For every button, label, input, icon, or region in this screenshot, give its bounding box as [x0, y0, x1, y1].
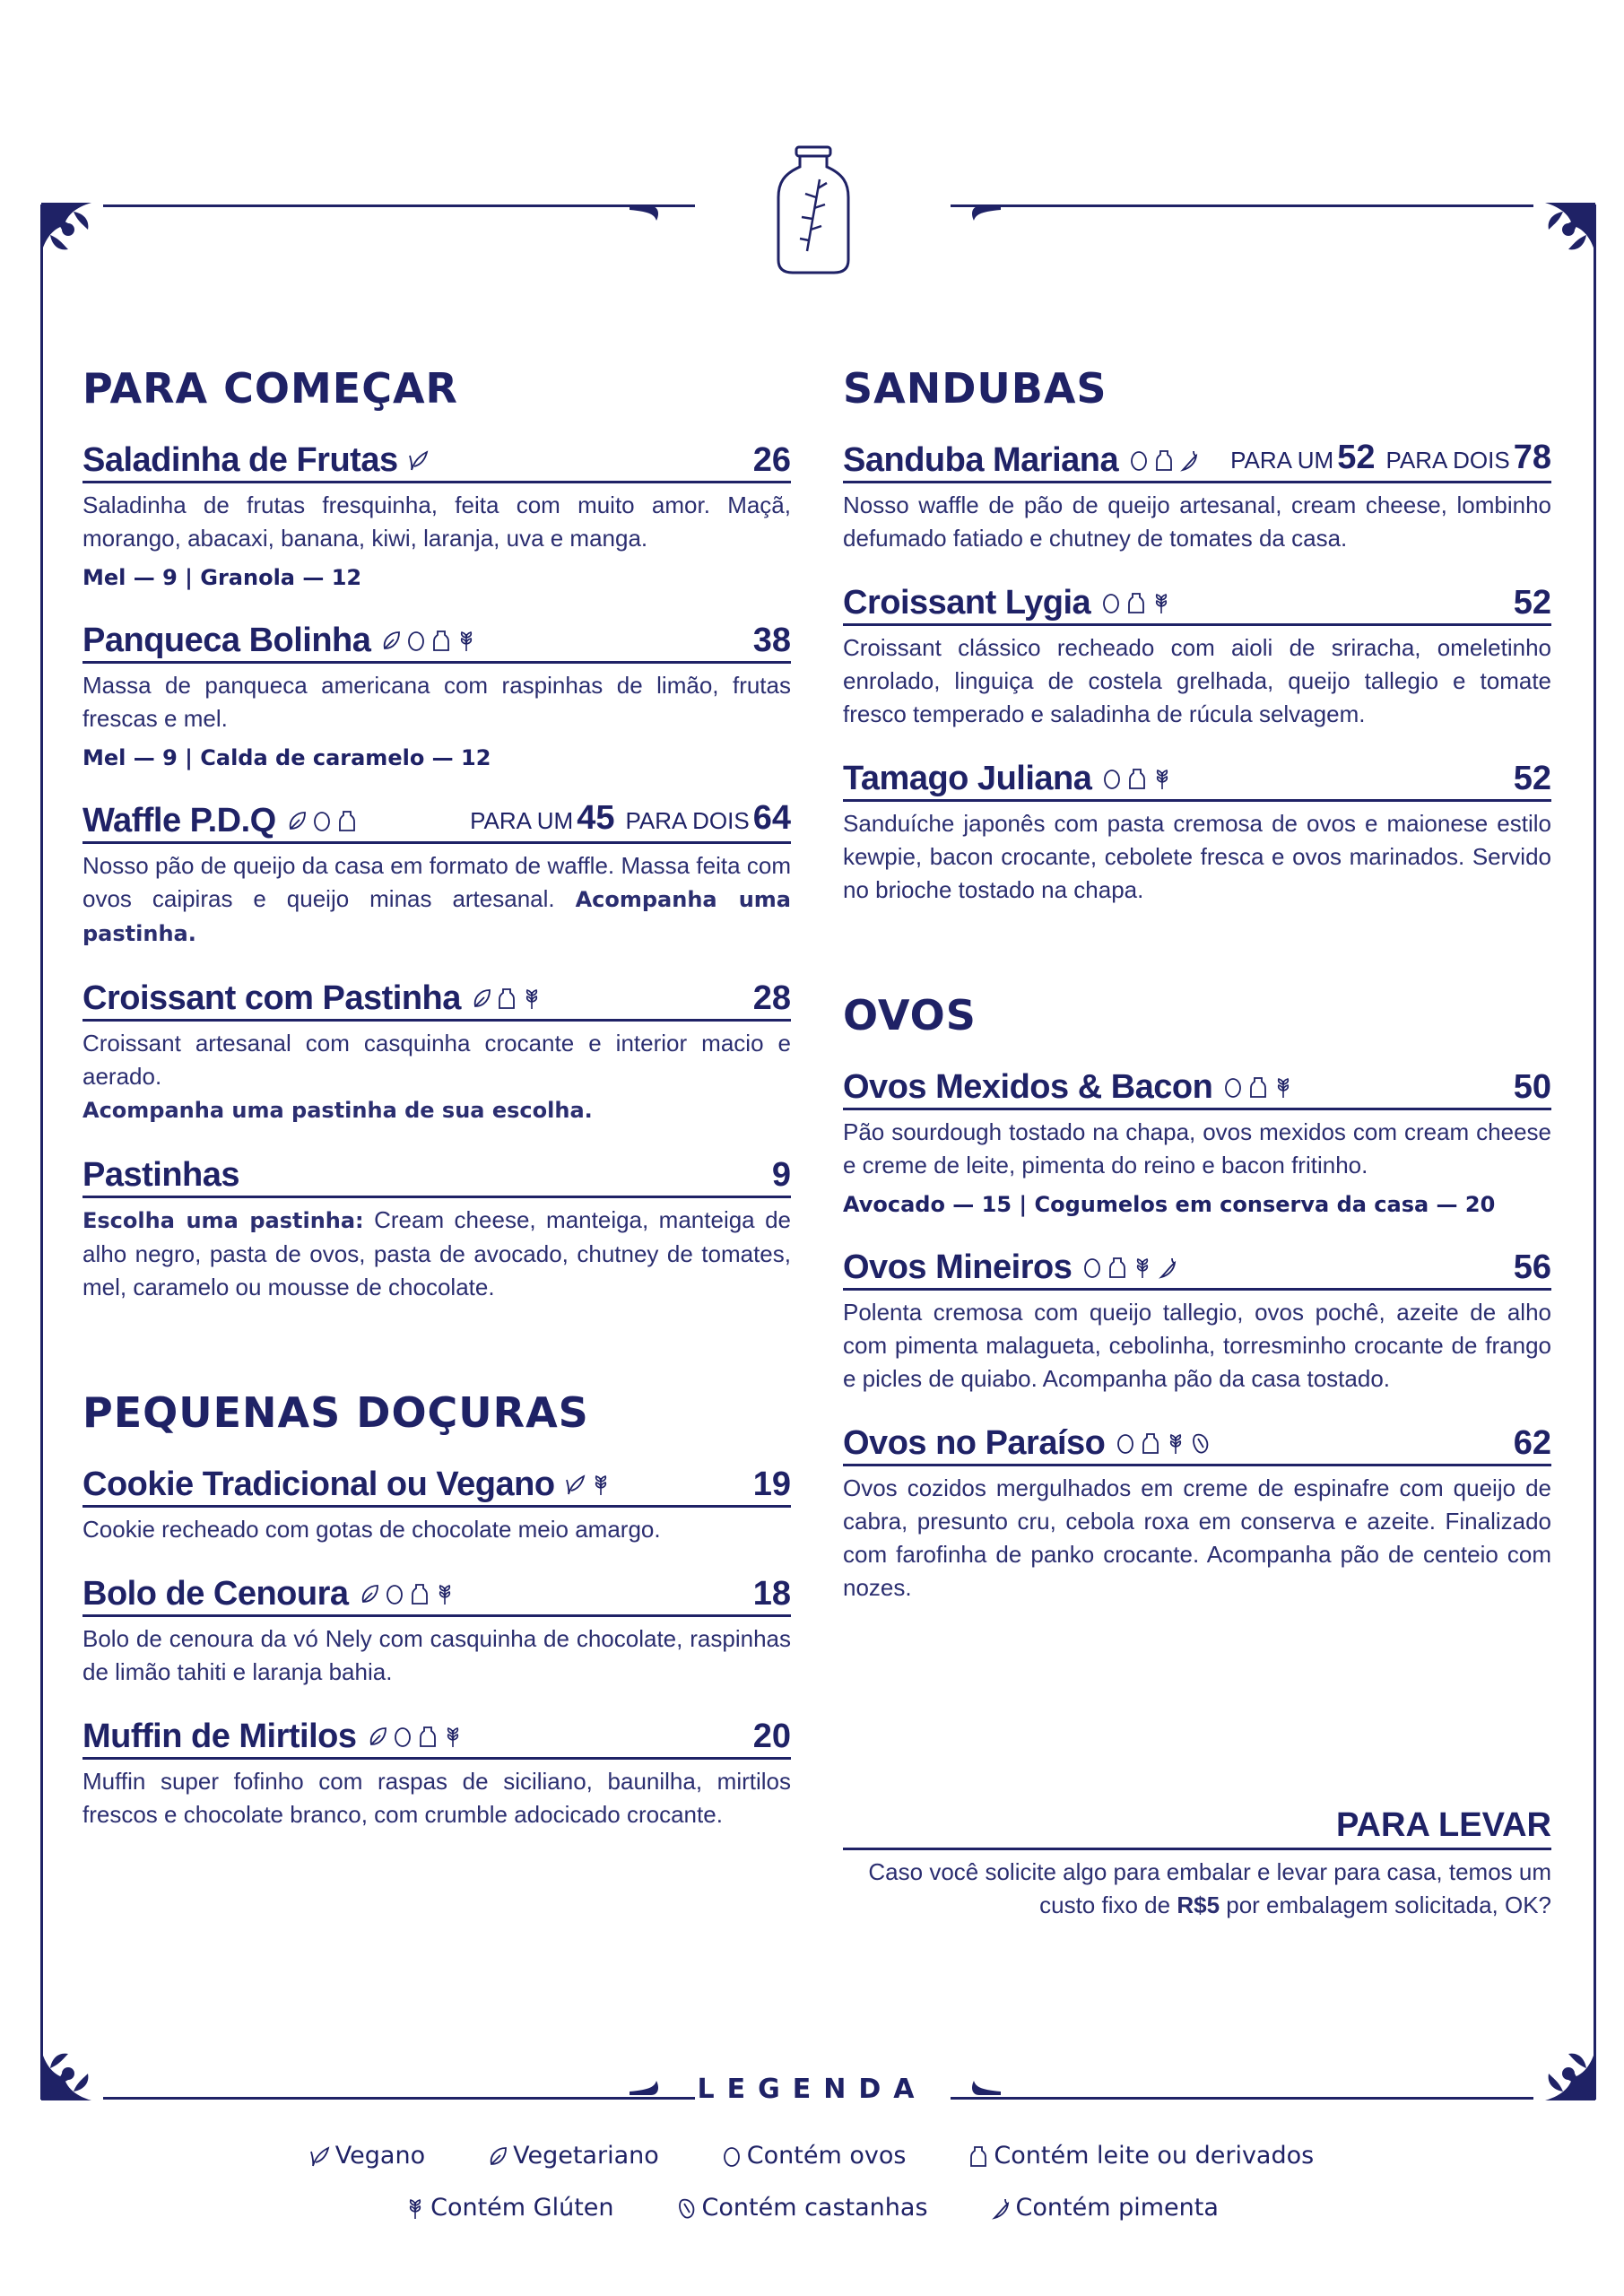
gluten-icon [405, 2196, 425, 2220]
menu-item [843, 1061, 1551, 1220]
menu-item-description: Ovos cozidos mergulhados em creme de espinafre com queijo de cabra, presunto cru, cebola roxa em conserva e azeite. Finalizado com farofinha de panko crocante. Acompanha pão de centeio com nozes. [843, 1474, 1551, 1601]
menu-item-name: Bolo de Cenoura [83, 1573, 455, 1614]
para-levar-title: PARA LEVAR [843, 1803, 1551, 1850]
egg-icon [385, 1582, 404, 1605]
jar-logo [771, 144, 855, 276]
section-title: SANDUBAS [843, 364, 1107, 413]
vegan-icon [566, 1473, 586, 1496]
menu-item-name: Tamago Juliana [843, 758, 1172, 799]
menu-item-header [843, 1241, 1551, 1291]
menu-item-price: 18 [752, 1575, 791, 1613]
dietary-icons [472, 987, 542, 1010]
gluten-icon [1133, 1256, 1152, 1279]
menu-item-description: Nosso pão de queijo da casa em formato de waffle. Massa feita com ovos caipiras e queijo minas artesanal. Acompanha uma pastinha. [83, 852, 791, 946]
dietary-icons [1082, 1256, 1177, 1279]
egg-icon [1102, 767, 1122, 790]
menu-item [83, 1710, 791, 1831]
menu-item-description: Muffin super fofinho com raspas de siciliano, baunilha, mirtilos frescos e chocolate branco, com crumble adocicado crocante. [83, 1768, 791, 1828]
menu-item-header [83, 614, 791, 664]
gluten-icon [1152, 767, 1172, 790]
menu-column-right [843, 359, 1551, 1626]
menu-item-price: 28 [752, 979, 791, 1017]
egg-icon [406, 629, 426, 652]
nut-icon [677, 2196, 697, 2220]
frame-swirl-top-left [628, 199, 664, 235]
milk-icon [1141, 1431, 1160, 1455]
menu-item [83, 972, 791, 1127]
milk-icon [1107, 1256, 1127, 1279]
menu-item-price: PARA UM 52 PARA DOIS 78 [1230, 439, 1551, 476]
menu-item-header [83, 434, 791, 483]
gluten-icon [591, 1473, 611, 1496]
egg-icon [1129, 448, 1149, 472]
menu-item-header [83, 1568, 791, 1617]
dietary-icons [287, 809, 357, 832]
menu-item-price: 38 [752, 622, 791, 659]
menu-item-name: Waffle P.D.Q [83, 800, 357, 841]
milk-icon [1248, 1075, 1268, 1099]
menu-item-name: Panqueca Bolinha [83, 620, 476, 661]
menu-item-price: PARA UM 45 PARA DOIS 64 [470, 799, 791, 837]
legend-item: Contém castanhas [677, 2194, 928, 2222]
menu-item-price: 56 [1513, 1248, 1551, 1286]
menu-item [843, 1241, 1551, 1396]
menu-item [83, 614, 791, 773]
menu-item-description: Sanduíche japonês com pasta cremosa de ovos e maionese estilo kewpie, bacon crocante, cebolete fresca e ovos marinados. Servido no brioche tostado na chapa. [843, 810, 1551, 903]
legend-item: Contém leite ou derivados [968, 2142, 1314, 2170]
dietary-icons [381, 629, 476, 652]
menu-item-price: 19 [752, 1465, 791, 1503]
vegan-icon [310, 2144, 330, 2168]
menu-item-extras: Avocado — 15 | Cogumelos em conserva da casa — 20 [843, 1192, 1496, 1217]
milk-icon [497, 987, 517, 1010]
menu-item-description: Croissant artesanal com casquinha crocante e interior macio e aerado. Acompanha uma pastinha de sua escolha. [83, 1030, 791, 1123]
menu-column-left [83, 359, 791, 1853]
milk-icon [410, 1582, 430, 1605]
legend-title: LEGENDA [697, 2074, 927, 2105]
menu-item-name: Cookie Tradicional ou Vegano [83, 1464, 611, 1505]
milk-icon [418, 1725, 438, 1748]
menu-item-header [843, 577, 1551, 626]
vegetarian-icon [381, 629, 401, 652]
menu-item-price: 62 [1513, 1424, 1551, 1462]
menu-item-name: Ovos Mexidos & Bacon [843, 1066, 1293, 1108]
vegetarian-icon [472, 987, 491, 1010]
milk-icon [1127, 767, 1147, 790]
egg-icon [1223, 1075, 1243, 1099]
pepper-icon [991, 2196, 1011, 2220]
menu-item [843, 1417, 1551, 1605]
dietary-icons [368, 1725, 463, 1748]
egg-icon [1101, 591, 1121, 614]
vegetarian-icon [287, 809, 307, 832]
menu-item [83, 1568, 791, 1689]
menu-item-description: Cookie recheado com gotas de chocolate meio amargo. [83, 1516, 661, 1543]
frame-swirl-top-right [967, 199, 1003, 235]
gluten-icon [522, 987, 542, 1010]
menu-item-header [843, 434, 1551, 483]
menu-item-header [843, 1061, 1551, 1110]
vegetarian-icon [488, 2144, 508, 2168]
menu-item-price: 9 [771, 1156, 791, 1194]
legend-item: Vegetariano [488, 2142, 659, 2170]
menu-item-description: Croissant clássico recheado com aioli de sriracha, omeletinho enrolado, linguiça de costela grelhada, queijo tallegio e tomate fresco temperado e saladinha de rúcula selvagem. [843, 634, 1551, 727]
menu-item [83, 795, 791, 951]
menu-item-description: Bolo de cenoura da vó Nely com casquinha de chocolate, raspinhas de limão tahiti e laranja bahia. [83, 1625, 791, 1685]
gluten-icon [1166, 1431, 1185, 1455]
menu-item-description: Polenta cremosa com queijo tallegio, ovos pochê, azeite de alho com pimenta malagueta, cebolinha, torresminho crocante de frango e picles de quiabo. Acompanha pão da casa tostado. [843, 1299, 1551, 1392]
egg-icon [1082, 1256, 1102, 1279]
menu-item-name: Croissant Lygia [843, 582, 1171, 623]
menu-item-price: 26 [752, 441, 791, 479]
menu-item-name: Ovos Mineiros [843, 1247, 1177, 1288]
legend-item: Contém Glúten [405, 2194, 613, 2222]
legend-item: Vegano [310, 2142, 425, 2170]
menu-item-description: Escolha uma pastinha: Cream cheese, manteiga, manteiga de alho negro, pasta de ovos, pasta de avocado, chutney de tomates, mel, caramelo ou mousse de chocolate. [83, 1206, 791, 1300]
menu-item-name: Sanduba Mariana [843, 439, 1199, 481]
menu-item-name: Pastinhas [83, 1156, 240, 1194]
egg-icon [722, 2144, 742, 2168]
egg-icon [1116, 1431, 1135, 1455]
menu-item-description: Pão sourdough tostado na chapa, ovos mexidos com cream cheese e creme de leite, pimenta do reino e bacon fritinho. [843, 1118, 1551, 1178]
corner-ornament-top-right [1500, 199, 1599, 298]
section-title: PEQUENAS DOÇURAS [83, 1388, 589, 1437]
milk-icon [1126, 591, 1146, 614]
legend-row-1 [0, 2142, 1624, 2170]
dietary-icons [1101, 591, 1171, 614]
gluten-icon [1273, 1075, 1293, 1099]
menu-item [843, 434, 1551, 555]
section-title: OVOS [843, 991, 977, 1039]
legend-item: Contém ovos [722, 2142, 907, 2170]
menu-item-name: Muffin de Mirtilos [83, 1716, 463, 1757]
pepper-icon [1179, 448, 1199, 472]
dietary-icons [360, 1582, 455, 1605]
gluten-icon [443, 1725, 463, 1748]
gluten-icon [1151, 591, 1171, 614]
menu-item-header [83, 1710, 791, 1760]
para-levar-block [843, 1803, 1551, 1922]
legend-item: Contém pimenta [991, 2194, 1219, 2222]
dietary-icons [566, 1473, 611, 1496]
menu-item [83, 1149, 791, 1304]
pepper-icon [1158, 1256, 1177, 1279]
dietary-icons [1223, 1075, 1293, 1099]
menu-item [843, 752, 1551, 907]
para-levar-text: Caso você solicite algo para embalar e levar para casa, temos um custo fixo de R$5 por embalagem solicitada, OK? [868, 1858, 1551, 1918]
menu-item-extras: Mel — 9 | Granola — 12 [83, 565, 362, 590]
egg-icon [312, 809, 332, 832]
menu-item-price: 20 [752, 1718, 791, 1755]
menu-item-header [843, 752, 1551, 802]
dietary-icons [1102, 767, 1172, 790]
menu-item [843, 577, 1551, 731]
vegetarian-icon [360, 1582, 379, 1605]
dietary-icons [409, 448, 429, 472]
milk-icon [337, 809, 357, 832]
legend-row-2 [0, 2194, 1624, 2222]
menu-item [83, 434, 791, 593]
menu-item-price: 52 [1513, 760, 1551, 797]
menu-item-header [843, 1417, 1551, 1466]
milk-icon [968, 2144, 988, 2168]
vegan-icon [409, 448, 429, 472]
vegetarian-icon [368, 1725, 387, 1748]
menu-item-extras: Mel — 9 | Calda de caramelo — 12 [83, 745, 491, 770]
menu-item-description: Nosso waffle de pão de queijo artesanal, cream cheese, lombinho defumado fatiado e chutney de tomates da casa. [843, 491, 1551, 552]
menu-item-name: Croissant com Pastinha [83, 978, 542, 1019]
section-title: PARA COMEÇAR [83, 364, 458, 413]
nut-icon [1191, 1431, 1211, 1455]
menu-item-header [83, 795, 791, 844]
gluten-icon [435, 1582, 455, 1605]
menu-item-price: 52 [1513, 584, 1551, 622]
egg-icon [393, 1725, 413, 1748]
menu-item-header [83, 1149, 791, 1198]
dietary-icons [1116, 1431, 1211, 1455]
menu-item [83, 1458, 791, 1546]
menu-item-name: Ovos no Paraíso [843, 1422, 1211, 1464]
menu-item-header [83, 972, 791, 1022]
menu-item-description: Massa de panqueca americana com raspinhas de limão, frutas frescas e mel. [83, 672, 791, 732]
menu-item-header [83, 1458, 791, 1508]
menu-item-name: Saladinha de Frutas [83, 439, 429, 481]
milk-icon [431, 629, 451, 652]
dietary-icons [1129, 448, 1199, 472]
corner-ornament-top-left [38, 199, 136, 298]
menu-item-description: Saladinha de frutas fresquinha, feita com muito amor. Maçã, morango, abacaxi, banana, kiwi, laranja, uva e manga. [83, 491, 791, 552]
milk-icon [1154, 448, 1174, 472]
menu-item-price: 50 [1513, 1068, 1551, 1106]
gluten-icon [456, 629, 476, 652]
